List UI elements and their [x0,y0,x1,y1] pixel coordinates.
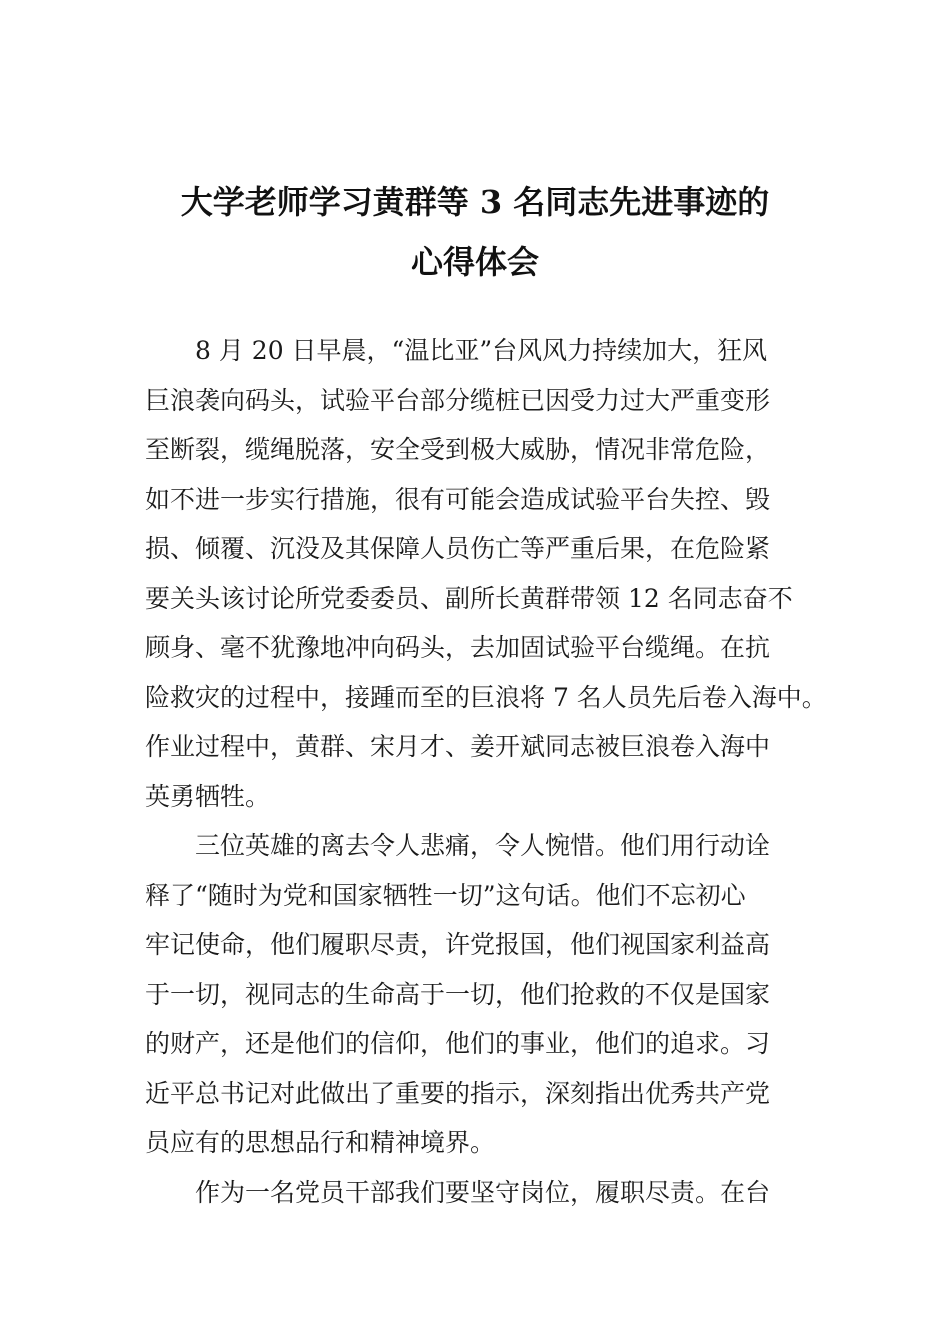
paragraph-2-line-7: 员应有的思想品行和精神境界。 [145,1128,496,1157]
paragraph-1-line-9: 作业过程中，黄群、宋月才、姜开斌同志被巨浪卷入海中 [145,732,771,761]
paragraph-2-line-6: 近平总书记对此做出了重要的指示，深刻指出优秀共产党 [145,1078,771,1108]
paragraph-2-line-5: 的财产，还是他们的信仰，他们的事业，他们的追求。习 [145,1029,771,1058]
paragraph-2-line-1: 三位英雄的离去令人悲痛，令人惋惜。他们用行动诠 [195,831,771,860]
paragraph-1-line-7: 顾身、毫不犹豫地冲向码头，去加固试验平台缆绳。在抗 [145,633,771,662]
paragraph-1-line-2: 巨浪袭向码头，试验平台部分缆桩已因受力过大严重变形 [145,385,771,415]
paragraph-2-line-3: 牢记使命，他们履职尽责，许党报国，他们视国家利益高 [145,930,771,959]
paragraph-1-line-4: 如不进一步实行措施，很有可能会造成试验平台失控、毁 [145,484,771,514]
paragraph-2-line-4: 于一切，视同志的生命高于一切，他们抢救的不仅是国家 [145,979,771,1009]
paragraph-1-line-6: 要关头该讨论所党委委员、副所长黄群带领 12 名同志奋不 [145,583,793,613]
paragraph-1-line-8: 险救灾的过程中，接踵而至的巨浪将 7 名人员先后卷入海中。 [145,682,827,712]
title-line-2: 心得体会 [410,243,539,281]
title-line-1: 大学老师学习黄群等 3 名同志先进事迹的 [180,183,770,221]
paragraph-1-line-5: 损、倾覆、沉没及其保障人员伤亡等严重后果，在危险紧 [145,534,771,563]
paragraph-1-line-3: 至断裂，缆绳脱落，安全受到极大威胁，情况非常危险， [145,435,771,464]
document-body [145,326,825,1217]
paragraph-1-line-10: 英勇牺牲。 [145,781,271,811]
paragraph-1-line-1: 8 月 20 日早晨，“温比亚”台风风力持续加大，狂风 [195,336,768,365]
document-title [100,172,850,292]
paragraph-3-line-1: 作为一名党员干部我们要坚守岗位，履职尽责。在台 [195,1177,771,1207]
paragraph-2-line-2: 释了“随时为党和国家牺牲一切”这句话。他们不忘初心 [145,880,746,910]
